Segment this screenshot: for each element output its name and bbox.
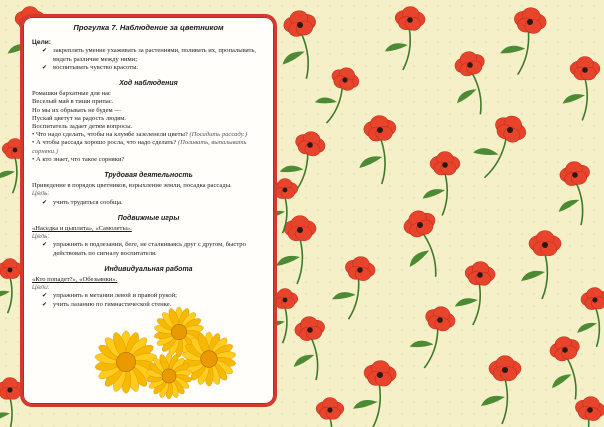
poppy-icon — [309, 398, 344, 427]
poppy-icon — [559, 393, 604, 427]
poem-line: Ромашки бархатные для нас — [32, 90, 111, 98]
individual-goal-label: Цели: — [32, 284, 50, 292]
question-text: А кто знает, что такое сорняки? — [35, 155, 125, 163]
question-item — [32, 131, 265, 139]
games-goal-label: Цель: — [32, 233, 50, 241]
goal-item: ✔ учить трудиться сообща. — [42, 199, 265, 207]
poppy-icon — [351, 359, 397, 427]
observation-intro: Воспитатель задает детям вопросы. — [32, 123, 133, 131]
labor-goals — [42, 199, 265, 207]
individual-names: «Кто попадет?», «Обезьянки». — [32, 276, 118, 284]
poppy-icon — [393, 206, 454, 284]
poppy-icon — [276, 216, 316, 284]
poppy-icon — [383, 5, 426, 72]
goals-label: Цели: — [32, 39, 52, 47]
question-answer: (Поливать, выпалывать сорняки.) — [32, 139, 247, 155]
poppy-icon — [286, 314, 334, 383]
question-answer: (Посадить рассаду.) — [189, 131, 248, 139]
goal-item: ✔ учить лазанию по гимнастической стенке. — [42, 301, 265, 309]
goal-item: ✔ упражнять в метании левой и правой рукой; — [42, 292, 265, 300]
poem-line: Но мы их обрывать не будем — — [32, 106, 121, 114]
poppy-icon — [563, 57, 600, 121]
poppy-icon — [481, 356, 521, 424]
goal-item: ✔ воспитывать чувство красоты. — [42, 64, 265, 72]
goal-item: ✔ упражнять в подлезании, беге, не сталкиваясь друг с другом, быстро действовать по сигналу воспитателя. — [42, 241, 265, 257]
labor-title: Трудовая деятельность — [104, 172, 193, 180]
sunflower-icon — [94, 331, 157, 393]
page-title: Прогулка 7. Наблюдение за цветником — [73, 23, 224, 32]
games-goals — [42, 241, 265, 257]
sunflowers-illustration — [81, 304, 251, 404]
poem-line: Веселый май в тиши припас. — [32, 98, 114, 106]
individual-title: Индивидуальная работа — [104, 265, 193, 273]
games-names: «Наседка и цыплята», «Самолеты». — [32, 225, 132, 233]
poppy-icon — [329, 253, 377, 322]
labor-goal-label: Цель: — [32, 190, 50, 198]
question-item — [32, 156, 265, 164]
labor-text: Приведение в порядок цветников, взрыхление земли, посадка рассады. — [32, 182, 232, 190]
games-title: Подвижные игры — [117, 214, 180, 222]
observation-title: Ход наблюдения — [119, 80, 178, 88]
goal-item: ✔ закреплять умение ухаживать за растениями, поливать их, пропалывать, видеть различие между ними; — [42, 47, 265, 63]
question-item — [32, 139, 265, 155]
poppy-icon — [521, 231, 561, 299]
poppy-icon — [551, 159, 599, 228]
poppy-icon — [497, 4, 548, 78]
goals-section — [32, 39, 265, 72]
lesson-card — [20, 14, 277, 407]
poppy-icon — [405, 301, 458, 372]
poppy-icon — [453, 260, 496, 327]
poppy-icon — [573, 286, 604, 348]
poppy-icon — [309, 61, 362, 129]
question-text: Что надо сделать, чтобы на клумбе зазеленели цветы? — [35, 131, 188, 139]
poppy-icon — [355, 114, 401, 186]
poppy-icon — [423, 152, 460, 216]
question-text: А чтобы рассада хорошо росла, что надо сделать? — [35, 139, 177, 147]
goals-list — [42, 47, 265, 72]
poem — [32, 90, 265, 123]
poppy-icon — [540, 333, 593, 404]
poppy-icon — [465, 107, 530, 186]
poem-line: Пускай цветут на радость людям. — [32, 114, 127, 122]
poppy-icon — [274, 8, 325, 82]
poppy-icon — [445, 48, 498, 119]
